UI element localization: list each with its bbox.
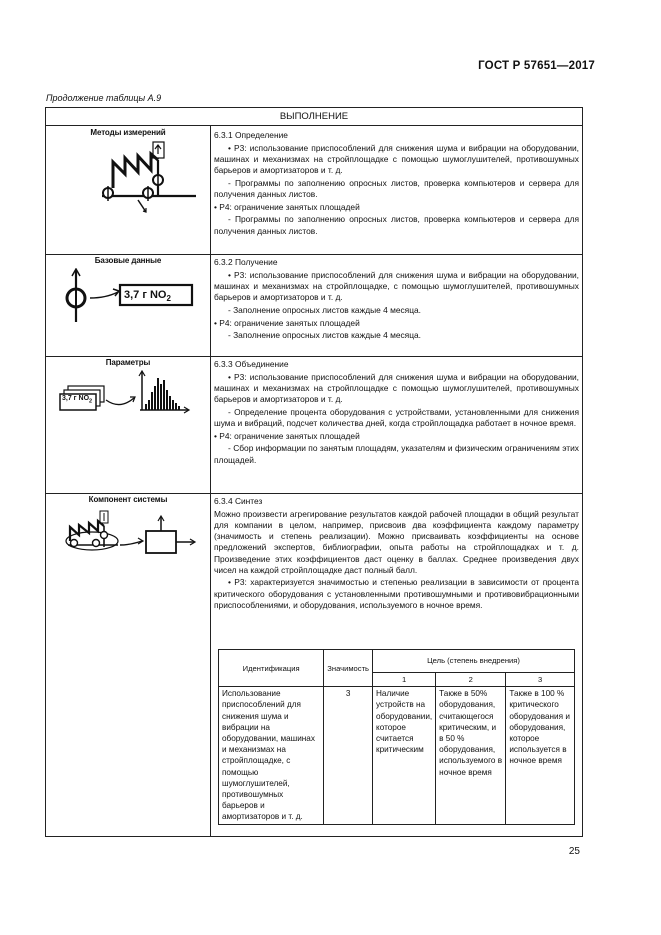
value-subscript: 2 (89, 398, 93, 405)
system-block-icon (46, 507, 210, 563)
level-2-cell: Также в 50% оборудования, считающегося критическим, и в 50 % оборудования, используемого в ночное время (436, 687, 506, 824)
paragraph: - Заполнение опросных листов каждые 4 месяца. (228, 330, 421, 341)
significance-table (218, 649, 575, 825)
col-identification-header: Идентификация (219, 650, 324, 687)
standard-code: ГОСТ Р 57651—2017 (478, 60, 595, 72)
section-text (214, 359, 579, 467)
paragraph: • Р3: использование приспособлений для снижения шума и вибрации на оборудовании, машинах и механизмах на стройплощадке с помощью шумоглушителей, противошумных барьеров и амортизаторов и т. д. (214, 142, 579, 176)
measurement-diagram-icon (46, 140, 210, 220)
value-text: 3,7 г NO (124, 289, 167, 301)
section-label: Базовые данные (94, 256, 162, 265)
value-subscript: 2 (166, 294, 171, 304)
paragraph: - Заполнение опросных листов каждые 4 месяца. (228, 304, 421, 315)
section-label: Методы измерений (90, 128, 166, 137)
table-continuation-caption: Продолжение таблицы А.9 (46, 93, 162, 103)
section-parameters (46, 356, 582, 493)
paragraph: - Определение процента оборудования с устройствами, установленными для снижения шума и вибраций, подсчет количества дней, когда стройплощадка работает в ночное время. (214, 406, 579, 429)
co2-value-label (124, 289, 171, 303)
identification-cell: Использование приспособлений для снижения шума и вибрации на оборудовании, машинах и механизмах на стройплощадке, с помощью шумоглушителей, противошумных барьеров и амортизаторов и т. д. (219, 687, 324, 824)
page-number: 25 (568, 846, 580, 857)
level-header: 2 (436, 673, 506, 687)
paragraph: • Р4: ограничение занятых площадей (214, 201, 360, 212)
paragraph: • Р3: характеризуется значимостью и степенью реализации в зависимости от процента критического оборудования с установленными противошумными и противовибрационными приспособлениями, и оборудования, используемого в ночное время. (214, 577, 579, 610)
section-heading: 6.3.3 Объединение (214, 359, 289, 369)
level-header: 1 (373, 673, 436, 687)
table-row (219, 687, 575, 824)
section-label: Параметры (105, 358, 151, 367)
paragraph: - Программы по заполнению опросных листов, проверка компьютеров и сервера для получения данных листов. (214, 214, 579, 236)
system-component-pictogram (46, 507, 210, 563)
paragraph: - Сбор информации по занятым площадям, указателям и физическим ограничениям этих площадей. (214, 443, 579, 465)
co2-value-label (62, 395, 92, 404)
col-significance-header: Значимость (324, 650, 373, 687)
section-heading: 6.3.4 Синтез (214, 496, 263, 506)
paragraph: • Р4: ограничение занятых площадей (214, 430, 360, 441)
section-base-data (46, 254, 582, 356)
measurement-methods-pictogram (46, 140, 210, 220)
level-1-cell: Наличие устройств на оборудовании, которое считается критическим (373, 687, 436, 824)
section-text (214, 496, 579, 613)
parameters-pictogram (46, 370, 210, 416)
paragraph: Можно произвести агрегирование результатов каждой рабочей площадки в общий результат для компании в целом, например, присвоив два коэффициента каждому параметру (значимость и степень реализации). Можно присваивать коэффициенты на основе предложений экспертов, библиографии, опыта работы на стройплощадках и т. д. Произведение этих коэффициентов даст оценку в баллах. Среднее произведения двух чисел на каждой стройплощадке даст полный балл. (214, 508, 579, 575)
value-text: 3,7 г NO (62, 395, 90, 402)
histogram-icon (46, 370, 210, 416)
base-data-pictogram (46, 268, 210, 326)
paragraph: • Р3: использование приспособлений для снижения шума и вибрации на оборудовании, машинах и механизмах на стройплощадке, с помощью шумоглушителей, противошумных барьеров и амортизаторов и т. д. (214, 269, 579, 303)
section-text (214, 130, 579, 238)
paragraph: • Р4: ограничение занятых площадей (214, 317, 360, 328)
table-title: ВЫПОЛНЕНИЕ (46, 108, 582, 126)
section-measurement-methods (46, 126, 582, 254)
section-text (214, 257, 579, 343)
level-3-cell: Также в 100 % критического оборудования и оборудования, которое используется в ночное время (506, 687, 575, 824)
paragraph: - Программы по заполнению опросных листов, проверка компьютеров и сервера для получения данных листов. (214, 177, 579, 200)
col-goal-header: Цель (степень внедрения) (373, 650, 575, 673)
significance-cell: 3 (324, 687, 373, 824)
section-label: Компонент системы (88, 495, 168, 504)
level-header: 3 (506, 673, 575, 687)
section-heading: 6.3.1 Определение (214, 130, 288, 140)
paragraph: • Р3: использование приспособлений для снижения шума и вибрации на оборудовании, машинах и механизмах на стройплощадке с помощью шумоглушителей, противошумных барьеров и амортизаторов и т. д. (214, 371, 579, 405)
execution-table (45, 107, 583, 837)
section-system-component (46, 493, 582, 836)
section-heading: 6.3.2 Получение (214, 257, 278, 267)
